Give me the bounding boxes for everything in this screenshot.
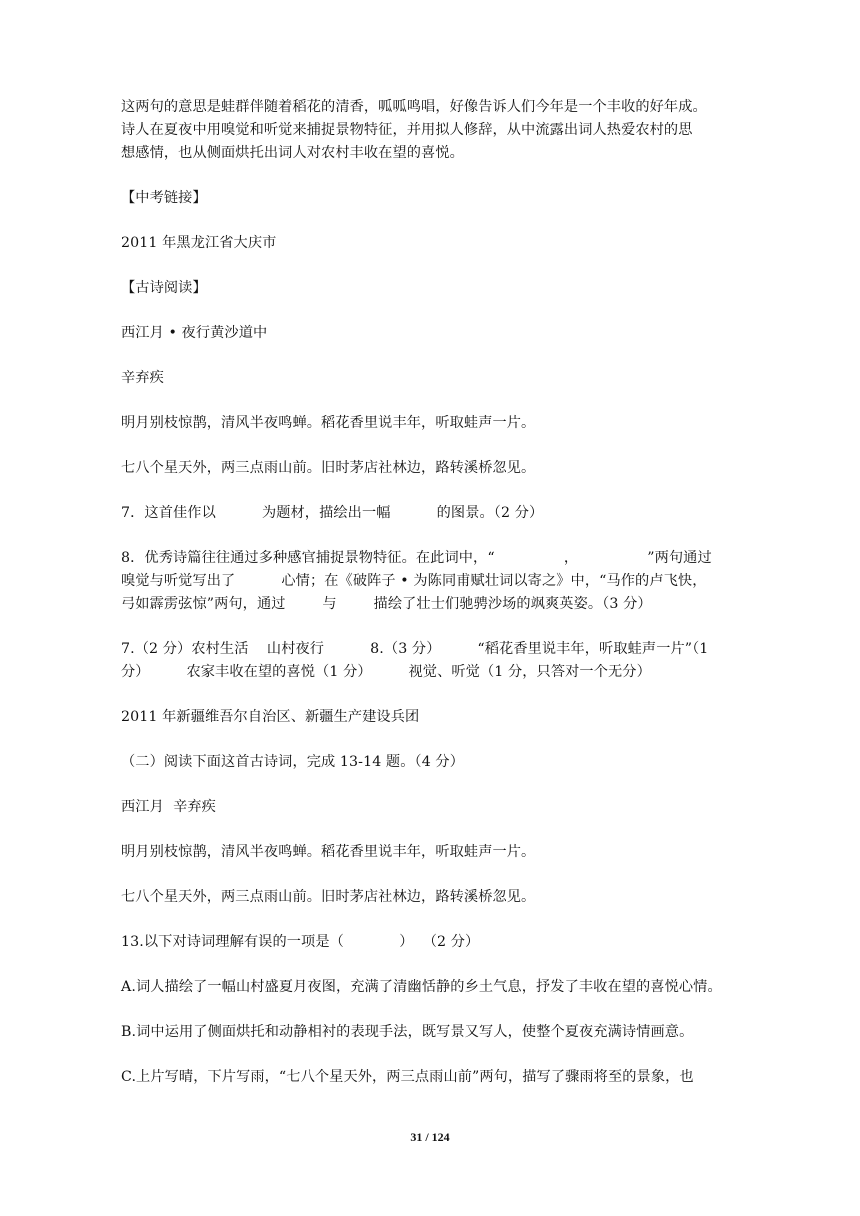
- paragraph: [121, 976, 741, 999]
- text-line: 明月别枝惊鹊，清风半夜鸣蝉。稻花香里说丰年，听取蛙声一片。: [121, 415, 536, 431]
- text-line: 【古诗阅读】: [121, 280, 207, 296]
- paragraph: [121, 322, 741, 345]
- paragraph: [121, 841, 741, 864]
- paragraph: [121, 412, 741, 435]
- text-line: 弓如霹雳弦惊”两句，通过 与 描绘了壮士们驰骋沙场的飒爽英姿。（3 分）: [121, 596, 652, 612]
- text-line: 8．优秀诗篇往往通过多种感官捕捉景物特征。在此词中，“ ， ”两句通过: [121, 550, 712, 566]
- text-line: 七八个星天外，两三点雨山前。旧时茅店社林边，路转溪桥忽见。: [121, 460, 536, 476]
- text-line: A.词人描绘了一幅山村盛夏月夜图，充满了清幽恬静的乡土气息，抒发了丰收在望的喜悦心情。: [121, 979, 722, 995]
- text-line: 七八个星天外，两三点雨山前。旧时茅店社林边，路转溪桥忽见。: [121, 889, 536, 905]
- paragraph: [121, 502, 741, 525]
- text-line: B.词中运用了侧面烘托和动静相衬的表现手法，既写景又写人，使整个夏夜充满诗情画意。: [121, 1024, 694, 1040]
- text-line: （二）阅读下面这首古诗词，完成 13-14 题。（4 分）: [121, 754, 465, 770]
- paragraph: [121, 638, 741, 684]
- text-line: 7．这首佳作以 为题材，描绘出一幅 的图景。（2 分）: [121, 505, 544, 521]
- text-line: 2011 年黑龙江省大庆市: [121, 235, 277, 251]
- paragraph: [121, 1066, 741, 1089]
- paragraph: [121, 706, 741, 729]
- paragraph: [121, 931, 741, 954]
- text-line: 西江月 • 夜行黄沙道中: [121, 325, 268, 341]
- paragraph: [121, 367, 741, 390]
- text-line: 想感情，也从侧面烘托出词人对农村丰收在望的喜悦。: [121, 145, 464, 161]
- text-line: 这两句的意思是蛙群伴随着稻花的清香，呱呱鸣唱，好像告诉人们今年是一个丰收的好年成。: [121, 99, 707, 115]
- text-line: 13.以下对诗词理解有误的一项是（ ） （2 分）: [121, 934, 480, 950]
- document-body: [121, 96, 741, 1111]
- paragraph: [121, 187, 741, 210]
- paragraph: [121, 751, 741, 774]
- paragraph: [121, 96, 741, 165]
- text-line: 【中考链接】: [121, 190, 207, 206]
- paragraph: [121, 277, 741, 300]
- paragraph: [121, 886, 741, 909]
- text-line: 诗人在夏夜中用嗅觉和听觉来捕捉景物特征，并用拟人修辞，从中流露出词人热爱农村的思: [121, 122, 693, 138]
- text-line: C.上片写晴，下片写雨，“七八个星天外，两三点雨山前”两句，描写了骤雨将至的景象，也: [121, 1069, 694, 1085]
- paragraph: [121, 457, 741, 480]
- text-line: 2011 年新疆维吾尔自治区、新疆生产建设兵团: [121, 709, 420, 725]
- text-line: 西江月 辛弃疾: [121, 799, 216, 815]
- paragraph: [121, 1021, 741, 1044]
- text-line: 7.（2 分）农村生活 山村夜行 8.（3 分） “稻花香里说丰年，听取蛙声一片”（1: [121, 641, 709, 657]
- text-line: 明月别枝惊鹊，清风半夜鸣蝉。稻花香里说丰年，听取蛙声一片。: [121, 844, 536, 860]
- page-number: 31 / 124: [410, 1130, 450, 1144]
- paragraph: [121, 796, 741, 819]
- text-line: 嗅觉与听觉写出了 心情；在《破阵子 • 为陈同甫赋壮词以寄之》中，“马作的卢飞快，: [121, 573, 707, 589]
- paragraph: [121, 232, 741, 255]
- text-line: 分） 农家丰收在望的喜悦（1 分） 视觉、听觉（1 分，只答对一个无分）: [121, 664, 651, 680]
- paragraph: [121, 547, 741, 616]
- text-line: 辛弃疾: [121, 370, 164, 386]
